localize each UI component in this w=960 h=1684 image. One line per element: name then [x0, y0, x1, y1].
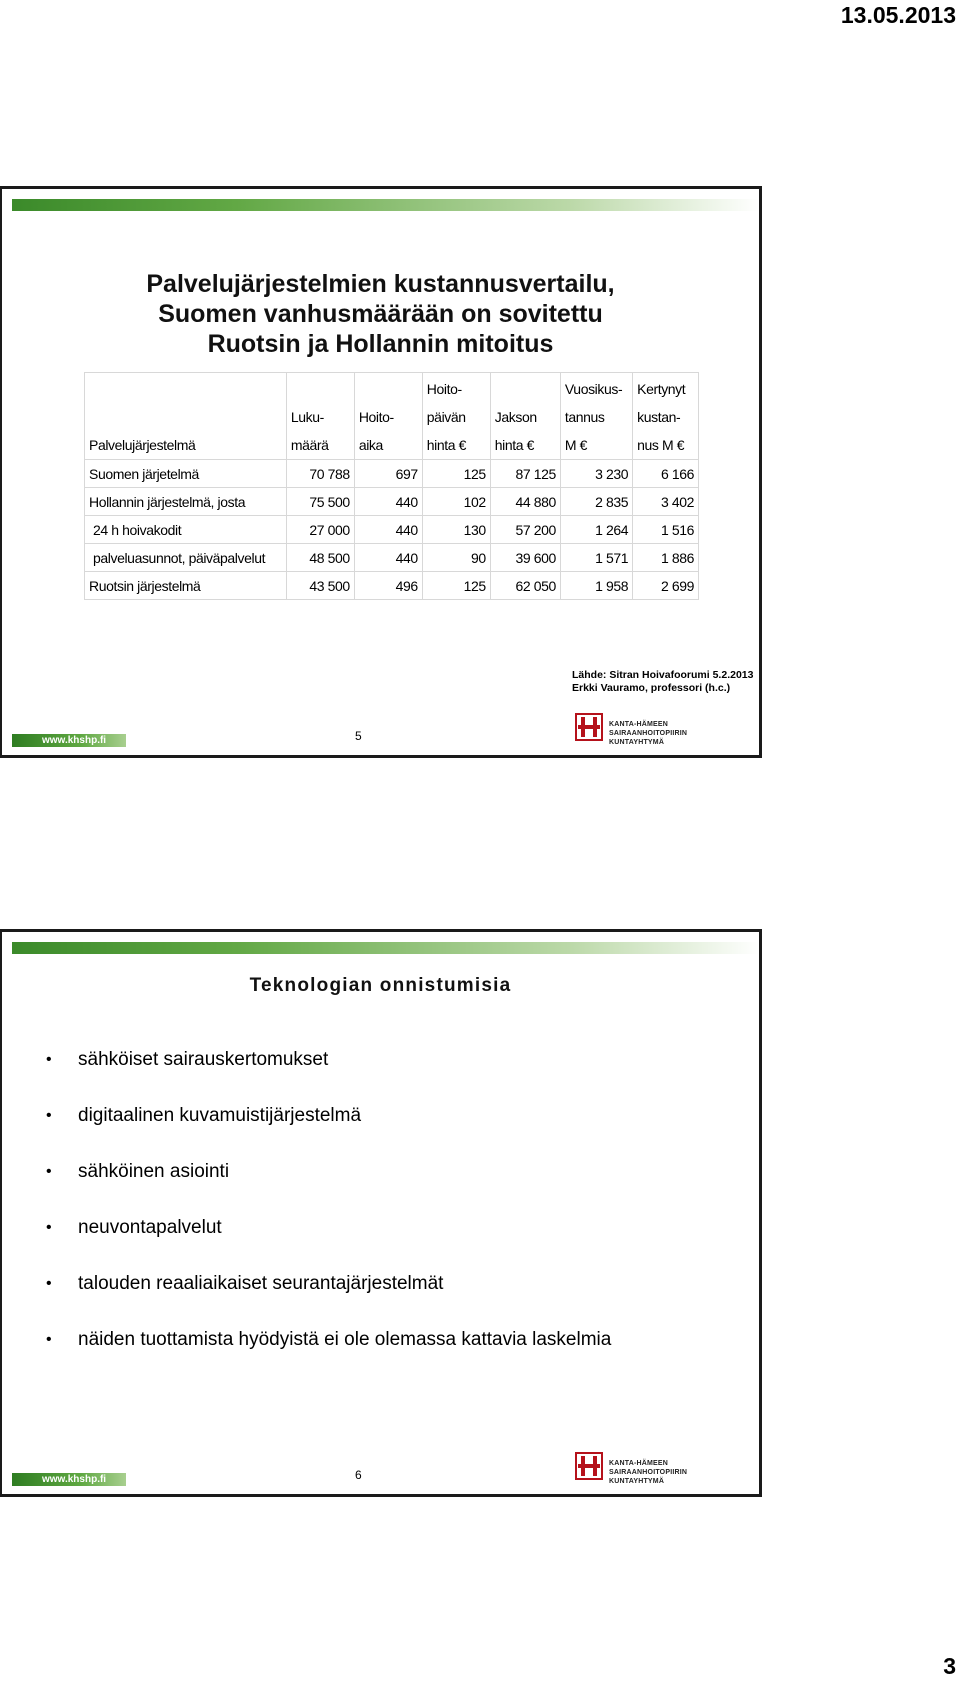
cell-annual-cost: 1 958	[560, 572, 632, 600]
table-row	[85, 460, 699, 488]
table-row	[85, 544, 699, 572]
hospital-district-logo-icon	[575, 713, 603, 741]
title-line: Ruotsin ja Hollannin mitoitus	[207, 330, 554, 358]
slide-number: 6	[355, 1468, 362, 1482]
cell-count: 70 788	[286, 460, 354, 488]
cell-day-price: 130	[422, 516, 490, 544]
page-date: 13.05.2013	[840, 2, 956, 28]
cell-accumulated-cost: 3 402	[633, 488, 699, 516]
slide-title	[2, 269, 759, 359]
row-label: Ruotsin järjestelmä	[85, 572, 287, 600]
cell-day-price: 125	[422, 572, 490, 600]
list-item: • sähköinen asiointi	[46, 1160, 611, 1216]
cell-care-time: 440	[354, 516, 422, 544]
footer-url: www.khshp.fi	[12, 734, 126, 747]
title-line: Suomen vanhusmäärään on sovitettu	[158, 300, 603, 328]
cell-accumulated-cost: 1 886	[633, 544, 699, 572]
bullet-list	[46, 1048, 611, 1384]
source-note	[572, 669, 753, 695]
cell-period-price: 44 880	[490, 488, 560, 516]
footer-url: www.khshp.fi	[12, 1473, 126, 1486]
list-item: • näiden tuottamista hyödyistä ei ole olemassa kattavia laskelmia	[46, 1328, 611, 1384]
cost-comparison-table	[84, 372, 699, 600]
list-item: • sähköiset sairauskertomukset	[46, 1048, 611, 1104]
cell-annual-cost: 1 571	[560, 544, 632, 572]
cell-period-price: 39 600	[490, 544, 560, 572]
row-label: 24 h hoivakodit	[85, 516, 287, 544]
header-period-price: Jakson hinta €	[490, 373, 560, 460]
row-label: palveluasunnot, päiväpalvelut	[85, 544, 287, 572]
table-header-row	[85, 373, 699, 460]
cell-care-time: 440	[354, 544, 422, 572]
cell-accumulated-cost: 1 516	[633, 516, 699, 544]
organization-logo	[575, 713, 735, 746]
cell-accumulated-cost: 6 166	[633, 460, 699, 488]
cell-annual-cost: 1 264	[560, 516, 632, 544]
cell-period-price: 62 050	[490, 572, 560, 600]
header-band	[12, 199, 759, 211]
title-line: Palvelujärjestelmien kustannusvertailu,	[146, 270, 615, 298]
header-band	[12, 942, 759, 954]
cell-count: 27 000	[286, 516, 354, 544]
cell-day-price: 125	[422, 460, 490, 488]
page-number: 3	[943, 1653, 956, 1679]
slide-6	[0, 929, 762, 1497]
cell-accumulated-cost: 2 699	[633, 572, 699, 600]
slide-title: Teknologian onnistumisia	[249, 975, 512, 996]
header-care-time: Hoito- aika	[354, 373, 422, 460]
cell-period-price: 87 125	[490, 460, 560, 488]
logo-text: KANTA-HÄMEEN SAIRAANHOITOPIIRIN KUNTAYHTYMÄ	[609, 1460, 688, 1485]
organization-logo	[575, 1452, 735, 1485]
cell-count: 48 500	[286, 544, 354, 572]
table-row	[85, 488, 699, 516]
header-accumulated-cost: Kertynyt kustan- nus M €	[633, 373, 699, 460]
logo-text: KANTA-HÄMEEN SAIRAANHOITOPIIRIN KUNTAYHTYMÄ	[609, 721, 688, 746]
cell-count: 43 500	[286, 572, 354, 600]
cell-count: 75 500	[286, 488, 354, 516]
cell-day-price: 102	[422, 488, 490, 516]
cell-day-price: 90	[422, 544, 490, 572]
header-annual-cost: Vuosikus- tannus M €	[560, 373, 632, 460]
table-row	[85, 516, 699, 544]
cell-care-time: 697	[354, 460, 422, 488]
cell-annual-cost: 3 230	[560, 460, 632, 488]
cell-care-time: 496	[354, 572, 422, 600]
row-label: Suomen järjetelmä	[85, 460, 287, 488]
source-line: Lähde: Sitran Hoivafoorumi 5.2.2013	[572, 669, 754, 681]
cell-annual-cost: 2 835	[560, 488, 632, 516]
table-row	[85, 572, 699, 600]
cell-period-price: 57 200	[490, 516, 560, 544]
cell-care-time: 440	[354, 488, 422, 516]
row-label: Hollannin järjestelmä, josta	[85, 488, 287, 516]
list-item: • neuvontapalvelut	[46, 1216, 611, 1272]
header-count: Luku- määrä	[286, 373, 354, 460]
hospital-district-logo-icon	[575, 1452, 603, 1480]
slide-5	[0, 186, 762, 758]
list-item: • talouden reaaliaikaiset seurantajärjestelmät	[46, 1272, 611, 1328]
header-service-system: Palvelujärjestelmä	[85, 373, 287, 460]
slide-number: 5	[355, 729, 362, 743]
source-line: Erkki Vauramo, professori (h.c.)	[572, 682, 731, 694]
list-item: • digitaalinen kuvamuistijärjestelmä	[46, 1104, 611, 1160]
header-day-price: Hoito- päivän hinta €	[422, 373, 490, 460]
